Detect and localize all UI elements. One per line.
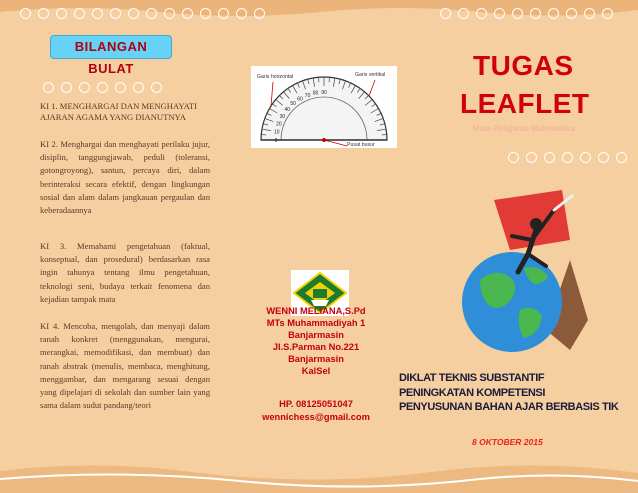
protractor-tick-label: 10 — [273, 129, 280, 136]
author-name: WENNI MELIANA,S.Pd — [266, 306, 366, 316]
author-address: Jl.S.Parman No.221 — [272, 342, 360, 352]
topic-badge: BILANGAN BULAT — [50, 35, 172, 59]
protractor-tick-label: 40 — [284, 107, 291, 114]
circle-decoration-right — [508, 152, 627, 163]
diklat-line2: PENINGKATAN KOMPETENSI — [399, 386, 546, 399]
cover-title-line1: TUGAS — [473, 50, 574, 81]
cover-title-line2: LEAFLET — [460, 88, 590, 119]
protractor-tick-label: 30 — [279, 114, 286, 120]
author-school: MTs Muhammadiyah 1 — [266, 318, 366, 328]
circle-decoration-top-left — [20, 8, 265, 19]
protractor-tick-label: 90 — [321, 90, 327, 96]
author-city-2: Banjarmasin — [288, 354, 344, 364]
bottom-wave-decoration — [0, 453, 638, 493]
author-city: Banjarmasin — [288, 330, 344, 340]
author-phone: HP. 08125051047 — [279, 399, 353, 409]
protractor-tick-label: 0 — [274, 138, 278, 144]
protractor-tick-label: 80 — [312, 90, 319, 97]
protractor-tick-label: 60 — [297, 96, 303, 103]
protractor-label-bottom: Pusat busur — [347, 142, 375, 148]
protractor-illustration — [251, 66, 397, 148]
diklat-line1: DIKLAT TEKNIS SUBSTANTIF — [399, 372, 545, 384]
protractor-label-right: Garis vertikal — [355, 72, 386, 78]
diklat-line3: PENYUSUNAN BAHAN AJAR BERBASIS TIK — [399, 401, 619, 413]
ki2-text: KI 2. Menghargai dan menghayati perilaku jujur, disiplin, tanggungjawab, peduli (toleransi, gotongroyong), santun, percaya diri, dalam berinteraksi secara efektif, dengan lingkungan sosial dan alam dalam jangkauan pergaulan dan keberadaannya — [40, 139, 210, 216]
cover-date: 8 OKTOBER 2015 — [472, 437, 543, 447]
ki1-text: KI 1. MENGHARGAI DAN MENGHAYATI AJARAN AGAMA YANG DIANUTNYA — [40, 101, 197, 122]
circle-decoration-left — [43, 82, 162, 93]
ki3-text: KI 3. Memahami pengetahuan (faktual, konseptual, dan prosedural) berdasarkan rasa ingin tahunya tentang ilmu pengetahuan, teknologi seni, budaya terkait fenomena dan kejadian tampak mata — [40, 241, 210, 304]
protractor-tick-label: 50 — [290, 101, 296, 108]
circle-decoration-top-right — [440, 8, 613, 19]
protractor-tick-label: 20 — [276, 121, 282, 128]
contact-block — [250, 398, 382, 424]
diklat-block — [399, 371, 624, 415]
ki4-text: KI 4. Mencoba, mengolah, dan menyaji dalam ranah konkret (menggunakan, mengurai, merangkai, memodifikasi, dan membuat) dan ranah abstrak (menulis, membaca, menghitung, menggambar, dan mengarang sesuai dengan yang dipelajari di sekolah dan sumber lain yang sama dalam sudut pandang/teori — [40, 321, 210, 411]
protractor-tick-label: 70 — [304, 92, 311, 99]
author-block — [250, 305, 382, 377]
protractor-label-left: Garis horizontal — [257, 74, 294, 80]
cover-subtitle: Mata Pelajaran Matematika — [473, 124, 575, 133]
author-email: wennichess@gmail.com — [262, 412, 370, 422]
globe-runner-illustration — [450, 180, 590, 355]
author-province: KalSel — [301, 366, 331, 376]
